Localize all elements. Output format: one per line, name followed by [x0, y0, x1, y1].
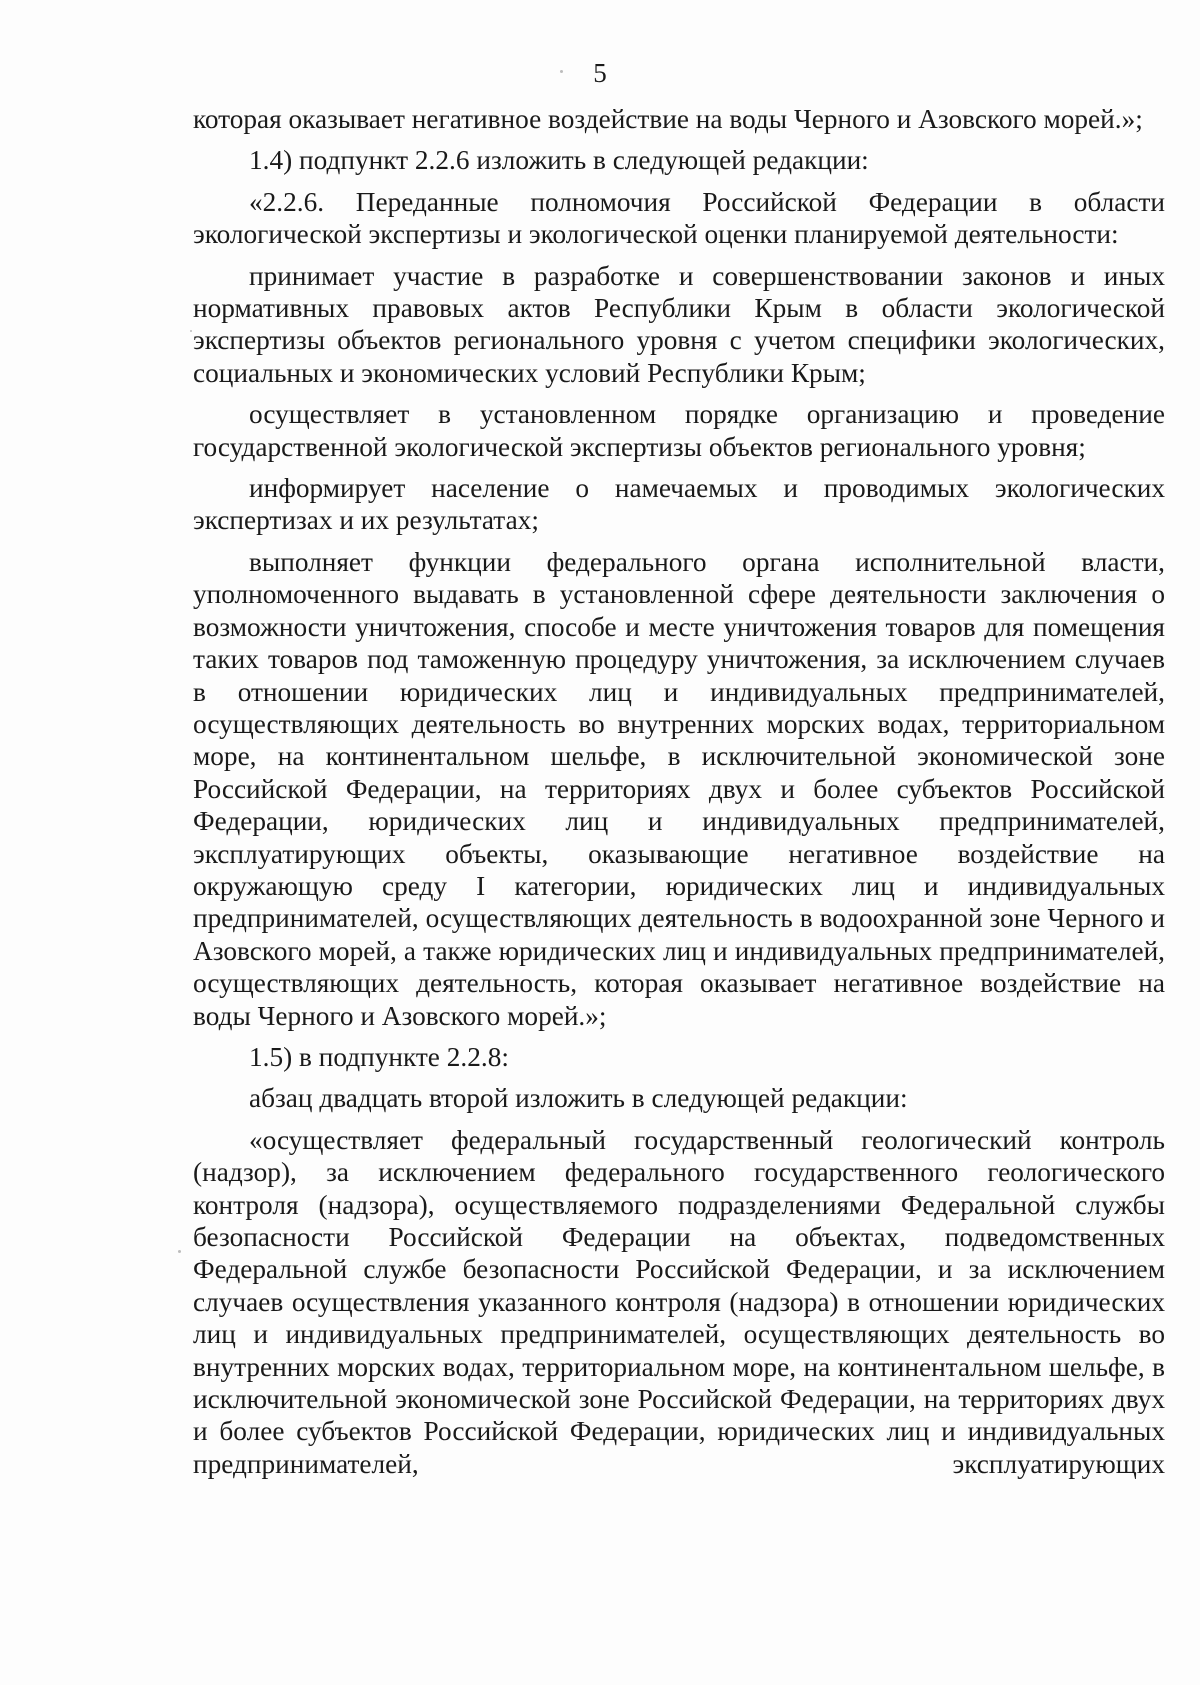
paragraph-item-1-5: 1.5) в подпункте 2.2.8: [249, 1041, 509, 1072]
scan-speck [178, 1250, 181, 1253]
paragraph-federal-functions: выполняет функции федерального органа исполнительной власти, уполномоченного выдавать в установленной сфере деятельности заключения о возможности уничтожения, способе и месте уничтожения товаров для помещения таких товаров под таможенную процедуру уничтожения, за исключением случаев в отношении юридических лиц и индивидуальных предпринимателей, осуществляющих деятельность во внутренних морских водах, территориальном море, на континентальном шельфе, в исключительной экономической зоне Российской Федерации, на территориях двух и более субъектов Российской Федерации, юридических лиц и индивидуальных предпринимателей, эксплуатирующих объекты, оказывающие негативное воздействие на окружающую среду I категории, юридических лиц и индивидуальных предпринимателей, осуществляющих деятельность в водоохранной зоне Черного и Азовского морей, а также юридических лиц и индивидуальных предпринимателей, осуществляющих деятельность, которая оказывает негативное воздействие на воды Черного и Азовского морей.»; [193, 546, 1165, 1031]
paragraph-abzac-22: абзац двадцать второй изложить в следующей редакции: [249, 1083, 908, 1114]
paragraph-continuation: которая оказывает негативное воздействие на воды Черного и Азовского морей.»; [193, 104, 1143, 134]
paragraph-participation: принимает участие в разработке и совершенствовании законов и иных нормативных правовых актов Республики Крым в области экологической экспертизы объектов регионального уровня с учетом специфики экологических, социальных и экономических условий Республики Крым; [193, 260, 1165, 388]
scan-speck [560, 70, 563, 73]
paragraph-expertise-organization: осуществляет в установленном порядке организацию и проведение государственной экологической экспертизы объектов регионального уровня; [193, 399, 1165, 462]
paragraph-informs-population: информирует население о намечаемых и проводимых экологических экспертизах и их результатах; [193, 473, 1165, 536]
page-number: 5 [593, 58, 607, 88]
paragraph-geological-control: «осуществляет федеральный государственный геологический контроль (надзор), за исключением федерального государственного геологического контроля (надзора), осуществляемого подразделениями Федеральной службы безопасности Российской Федерации на объектах, подведомственных Федеральной службе безопасности Российской Федерации, и за исключением случаев осуществления указанного контроля (надзора) в отношении юридических лиц и индивидуальных предпринимателей, осуществляющих деятельность во внутренних морских водах, территориальном море, на континентальном шельфе, в исключительной экономической зоне Российской Федерации, на территориях двух и более субъектов Российской Федерации, юридических лиц и индивидуальных предпринимателей, эксплуатирующих [193, 1124, 1165, 1479]
document-body [193, 103, 1165, 1489]
paragraph-2-2-6-heading: «2.2.6. Переданные полномочия Российской Федерации в области экологической экспертизы и экологической оценки планируемой деятельности: [193, 186, 1165, 250]
scan-speck [190, 330, 192, 332]
paragraph-item-1-4: 1.4) подпункт 2.2.6 изложить в следующей редакции: [249, 145, 869, 176]
